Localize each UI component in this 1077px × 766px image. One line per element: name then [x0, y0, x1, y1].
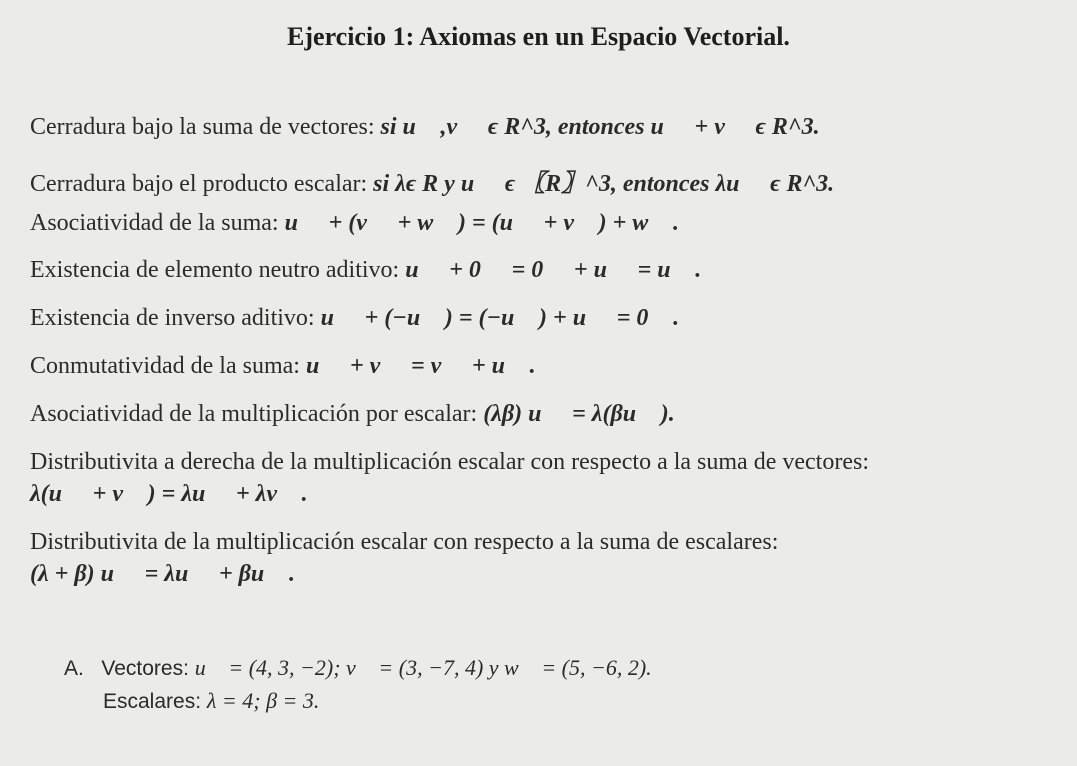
- axiom-formula: si u ⃗,v ⃗ ϵ R^3, entonces u ⃗ + v ⃗ ϵ R^3.: [380, 114, 820, 140]
- axiom-commutative: [30, 353, 536, 380]
- axiom-formula: u ⃗ + v ⃗ = v ⃗ + u ⃗.: [305, 353, 536, 379]
- exercise-vectors: [64, 655, 652, 681]
- axiom-label: Existencia de inverso aditivo:: [30, 305, 315, 331]
- axiom-formula: u ⃗ + (v ⃗ + w ⃗) = (u ⃗ + v ⃗) + w ⃗.: [284, 210, 679, 236]
- axiom-distributive-vectors-label: Distributivita a derecha de la multiplicación escalar con respecto a la suma de vectores:: [30, 449, 869, 475]
- axiom-closure-sum: [30, 114, 820, 141]
- axiom-distributive-scalars-label: Distributivita de la multiplicación escalar con respecto a la suma de escalares:: [30, 529, 779, 555]
- axiom-formula: (λβ) u ⃗ = λ(βu ⃗).: [483, 401, 675, 427]
- axiom-inverse: [30, 305, 679, 332]
- scalars-values: λ = 4; β = 3.: [206, 688, 320, 713]
- exercise-marker: A.: [64, 657, 84, 680]
- axiom-assoc-scalar: [30, 401, 675, 428]
- axiom-neutral: [30, 257, 701, 284]
- exercise-scalars: [103, 688, 319, 714]
- page-title: Ejercicio 1: Axiomas en un Espacio Vectorial.: [287, 22, 790, 51]
- axiom-label: Asociatividad de la multiplicación por escalar:: [30, 401, 478, 427]
- axiom-label: Asociatividad de la suma:: [30, 210, 279, 236]
- axiom-formula: u ⃗ + (−u ⃗) = (−u ⃗) + u ⃗ = 0 ⃗.: [320, 305, 680, 331]
- axiom-label: Conmutatividad de la suma:: [30, 353, 300, 379]
- axiom-distributive-scalars-formula: (λ + β) u ⃗ = λu ⃗ + βu ⃗.: [30, 561, 295, 587]
- axiom-assoc-sum: [30, 210, 679, 237]
- axiom-distributive-vectors-formula: λ(u ⃗ + v ⃗) = λu ⃗ + λv ⃗.: [30, 481, 308, 507]
- scalars-label: Escalares:: [103, 690, 202, 713]
- axiom-label: Cerradura bajo el producto escalar:: [30, 171, 368, 197]
- axiom-closure-scalar: [30, 163, 834, 198]
- axiom-formula: si λϵ R y u ⃗ ϵ 〖R〗^3, entonces λu ⃗ ϵ R^3.: [373, 171, 835, 197]
- axiom-label: Existencia de elemento neutro aditivo:: [30, 257, 400, 283]
- vectors-label: Vectores:: [101, 657, 189, 680]
- axiom-label: Cerradura bajo la suma de vectores:: [30, 114, 375, 140]
- axiom-formula: u ⃗ + 0 ⃗ = 0 ⃗ + u ⃗ = u ⃗.: [405, 257, 702, 283]
- vectors-values: u⃗ = (4, 3, −2); v⃗ = (3, −7, 4) y w⃗ = (5, −6, 2).: [194, 655, 652, 680]
